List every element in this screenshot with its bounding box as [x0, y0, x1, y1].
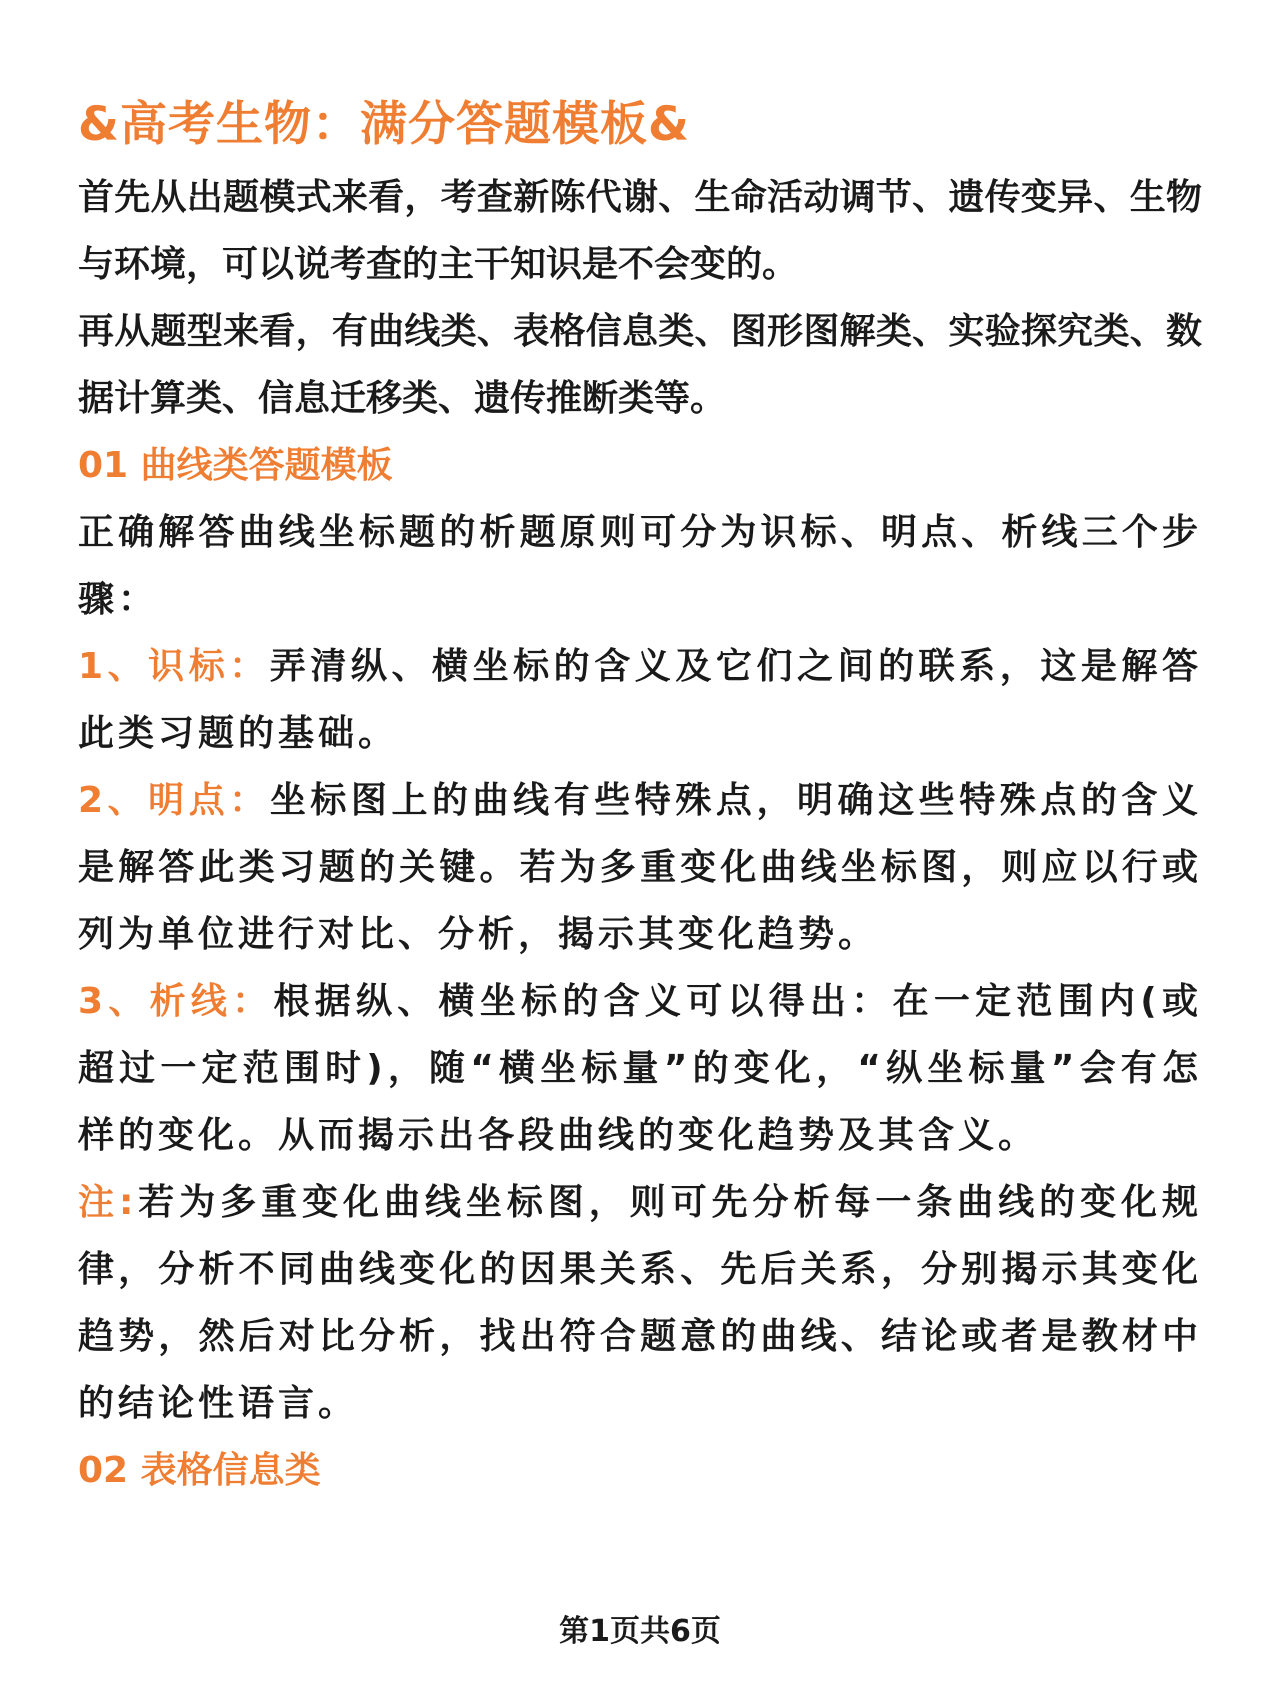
- page-number-footer: 第1页共6页: [559, 1614, 721, 1649]
- section-heading-curve: 01 曲线类答题模板: [78, 445, 393, 486]
- note-paragraph: [78, 1169, 1202, 1437]
- section-heading-table: 02 表格信息类: [78, 1450, 321, 1491]
- section-intro: 正确解答曲线坐标题的析题原则可分为识标、明点、析线三个步骤：: [78, 512, 1202, 620]
- note-text: 若为多重变化曲线坐标图，则可先分析每一条曲线的变化规律，分析不同曲线变化的因果关系、先后关系，分别揭示其变化趋势，然后对比分析，找出符合题意的曲线、结论或者是教材中的结论性语言。: [78, 1182, 1202, 1424]
- document-page: [78, 92, 1202, 1504]
- intro-paragraph-2: 再从题型来看，有曲线类、表格信息类、图形图解类、实验探究类、数据计算类、信息迁移类、遗传推断类等。: [78, 311, 1202, 419]
- intro-paragraph-1: 首先从出题模式来看，考查新陈代谢、生命活动调节、遗传变异、生物与环境，可以说考查的主干知识是不会变的。: [78, 177, 1202, 285]
- step-text: 坐标图上的曲线有些特殊点，明确这些特殊点的含义是解答此类习题的关键。若为多重变化曲线坐标图，则应以行或列为单位进行对比、分析，揭示其变化趋势。: [78, 780, 1202, 955]
- step-analyze-lines: [78, 968, 1202, 1169]
- note-label: 注:: [78, 1182, 138, 1223]
- step-label: 3、析线：: [78, 981, 274, 1022]
- page-title: &高考生物：满分答题模板&: [78, 97, 690, 152]
- step-label: 1、识标：: [78, 646, 270, 687]
- step-text: 弄清纵、横坐标的含义及它们之间的联系，这是解答此类习题的基础。: [78, 646, 1202, 754]
- step-label: 2、明点：: [78, 780, 270, 821]
- step-identify-points: [78, 767, 1202, 968]
- step-text: 根据纵、横坐标的含义可以得出：在一定范围内(或超过一定范围时)，随“横坐标量”的变化，“纵坐标量”会有怎样的变化。从而揭示出各段曲线的变化趋势及其含义。: [78, 981, 1202, 1156]
- step-identify-axes: [78, 633, 1202, 767]
